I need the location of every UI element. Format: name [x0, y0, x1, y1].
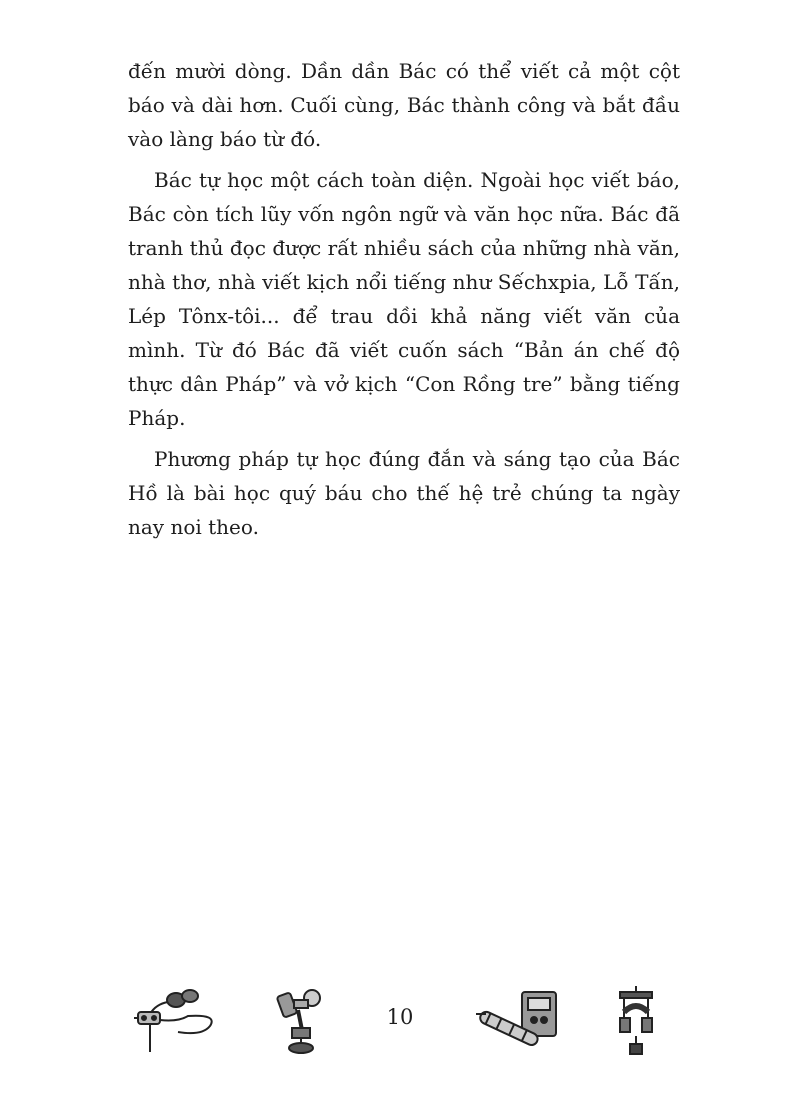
paragraph-3: Phương pháp tự học đúng đắn và sáng tạo của Bác Hồ là bài học quý báu cho thế hệ trẻ chúng ta ngày nay noi theo. [128, 447, 680, 539]
page-number: 10 [386, 1005, 414, 1029]
microscope-icon [272, 986, 332, 1056]
body-text [128, 54, 680, 551]
paragraph-2: Bác tự học một cách toàn diện. Ngoài học viết báo, Bác còn tích lũy vốn ngôn ngữ và văn học nữa. Bác đã tranh thủ đọc được rất nhiều sách của những nhà văn, nhà thơ, nhà viết kịch nổi tiếng như Sếchxpia, Lỗ Tấn, Lép Tônx-tôi... để trau dồi khả năng viết văn của mình. Từ đó Bác đã viết cuốn sách “Bản án chế độ thực dân Pháp” và vở kịch “Con Rồng tre” bằng tiếng Pháp. [128, 168, 680, 430]
paragraph-1: đến mười dòng. Dần dần Bác có thể viết cả một cột báo và dài hơn. Cuối cùng, Bác thành công và bắt đầu vào làng báo từ đó. [128, 59, 680, 151]
lab-equipment-icon [472, 988, 562, 1054]
stethoscope-icon [128, 986, 220, 1056]
electromagnet-icon [616, 986, 656, 1058]
